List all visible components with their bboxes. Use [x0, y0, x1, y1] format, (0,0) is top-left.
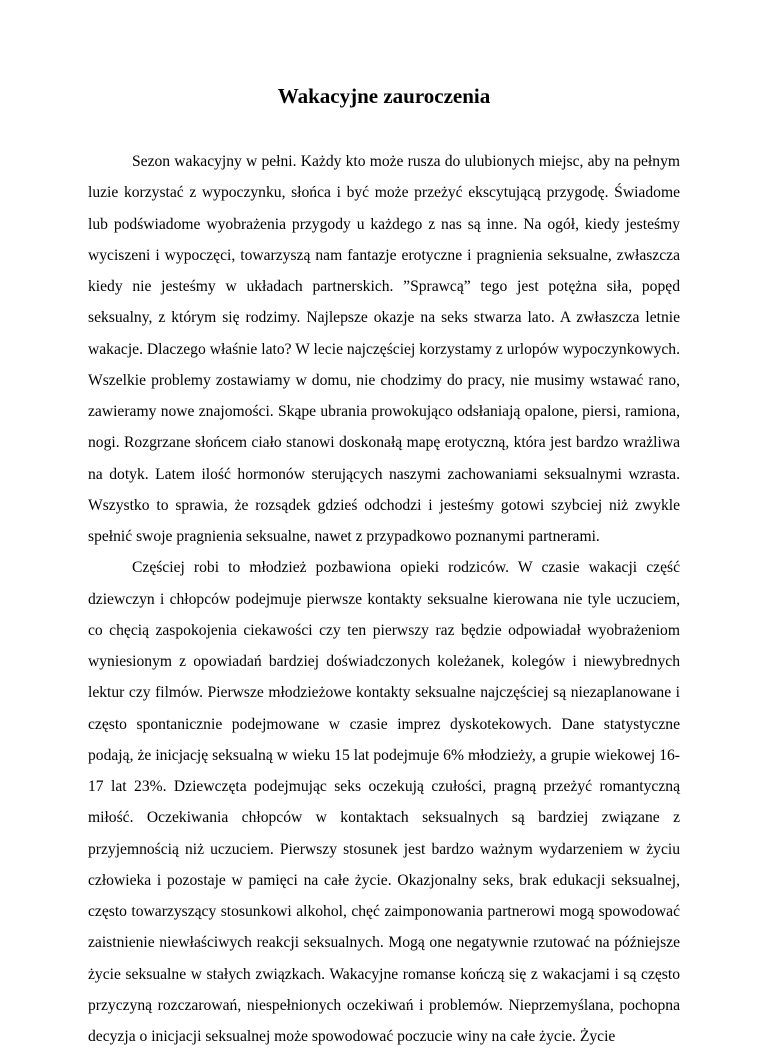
paragraph-1: Sezon wakacyjny w pełni. Każdy kto może rusza do ulubionych miejsc, aby na pełnym luzie korzystać z wypoczynku, słońca i być może przeżyć ekscytującą przygodę. Świadome lub podświadome wyobrażenia przygody u każdego z nas są inne. Na ogół, kiedy jesteśmy wyciszeni i wypoczęci, towarzyszą nam fantazje erotyczne i pragnienia seksualne, zwłaszcza kiedy nie jesteśmy w układach partnerskich. ”Sprawcą” tego jest potężna siła, popęd seksualny, z którym się rodzimy. Najlepsze okazje na seks stwarza lato. A zwłaszcza letnie wakacje. Dlaczego właśnie lato? W lecie najczęściej korzystamy z urlopów wypoczynkowych. Wszelkie problemy zostawiamy w domu, nie chodzimy do pracy, nie musimy wstawać rano, zawieramy nowe znajomości. Skąpe ubrania prowokująco odsłaniają opalone, piersi, ramiona, nogi. Rozgrzane słońcem ciało stanowi doskonałą mapę erotyczną, która jest bardzo wrażliwa na dotyk. Latem ilość hormonów sterujących naszymi zachowaniami seksualnymi wzrasta. Wszystko to sprawia, że rozsądek gdzieś odchodzi i jesteśmy gotowi szybciej niż zwykle spełnić swoje pragnienia seksualne, nawet z przypadkowo poznanymi partnerami.	[88, 153, 680, 545]
document-body	[88, 146, 680, 1052]
paragraph-2: Częściej robi to młodzież pozbawiona opieki rodziców. W czasie wakacji część dziewczyn i chłopców podejmuje pierwsze kontakty seksualne kierowana nie tyle uczuciem, co chęcią zaspokojenia ciekawości czy ten pierwszy raz będzie odpowiadał wyobrażeniom wyniesionym z opowiadań bardziej doświadczonych koleżanek, kolegów i niewybrednych lektur czy filmów. Pierwsze młodzieżowe kontakty seksualne najczęściej są niezaplanowane i często spontanicznie podejmowane w czasie imprez dyskotekowych. Dane statystyczne podają, że inicjację seksualną w wieku 15 lat podejmuje 6% młodzieży, a grupie wiekowej 16-17 lat 23%. Dziewczęta podejmując seks oczekują czułości, pragną przeżyć romantyczną miłość. Oczekiwania chłopców w kontaktach seksualnych są bardziej związane z przyjemnością niż uczuciem. Pierwszy stosunek jest bardzo ważnym wydarzeniem w życiu człowieka i pozostaje w pamięci na całe życie. Okazjonalny seks, brak edukacji seksualnej, często towarzyszący stosunkowi alkohol, chęć zaimponowania partnerowi mogą spowodować zaistnienie niewłaściwych reakcji seksualnych. Mogą one negatywnie rzutować na późniejsze życie seksualne w stałych związkach. Wakacyjne romanse kończą się z wakacjami i są często przyczyną rozczarowań, niespełnionych oczekiwań i problemów. Nieprzemyślana, pochopna decyzja o inicjacji seksualnej może spowodować poczucie winy na całe życie. Życie	[88, 559, 680, 1045]
document-title: Wakacyjne zauroczenia	[277, 84, 491, 108]
